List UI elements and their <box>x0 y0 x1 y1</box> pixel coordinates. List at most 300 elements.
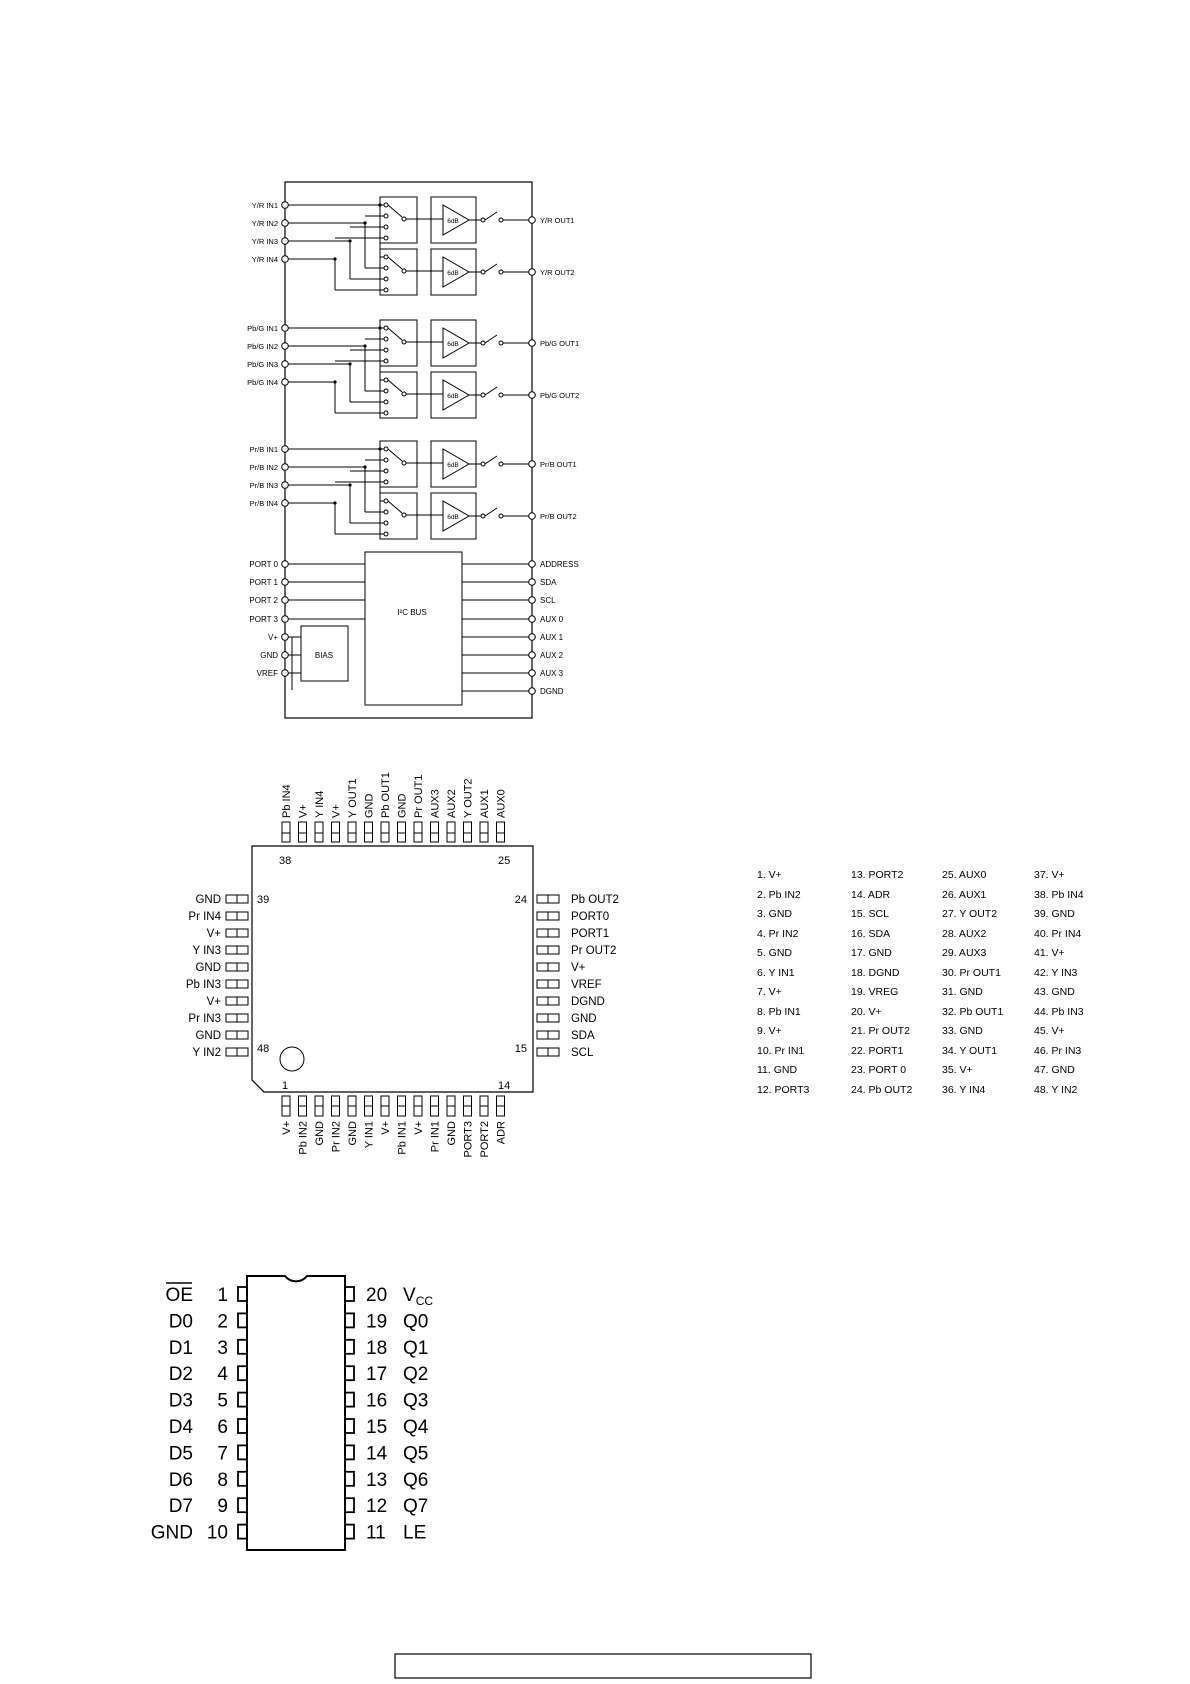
dip-right-pin <box>345 1472 354 1486</box>
left-pin <box>282 670 289 677</box>
input-label: Pb/G IN2 <box>247 342 278 351</box>
left-pin <box>282 597 289 604</box>
amp-gain-label: 6dB <box>447 270 459 277</box>
left-pin-label: PORT 0 <box>249 560 278 569</box>
switch-contact <box>481 462 485 466</box>
junction-dot <box>363 465 366 468</box>
pin-table-entry: 5. GND <box>757 947 793 959</box>
dip-right-pin <box>345 1393 354 1407</box>
dip-pin-name: Q1 <box>403 1337 429 1359</box>
top-pin-label: Y OUT2 <box>462 778 475 818</box>
switch-contact <box>481 270 485 274</box>
pin-table-entry: 32. Pb OUT1 <box>942 1005 1004 1018</box>
input-pin <box>282 500 289 507</box>
right-pin-label: DGND <box>571 996 605 1008</box>
right-pin-label: PORT1 <box>571 928 610 940</box>
dip-pin-number: 18 <box>366 1337 388 1359</box>
input-label: Pb/G IN4 <box>247 378 278 387</box>
pin-table-entry: 23. PORT 0 <box>851 1064 907 1076</box>
dip-right-pin <box>345 1366 354 1380</box>
qfp-package-diagram <box>186 772 619 1157</box>
bottom-pin-label: Y IN1 <box>363 1121 376 1149</box>
pin1-indicator <box>280 1047 304 1071</box>
right-pin-label: Pr OUT2 <box>571 945 617 957</box>
top-pin-label: V+ <box>330 804 343 818</box>
mux-contact <box>402 269 406 273</box>
input-label: Pr/B IN4 <box>249 499 278 508</box>
dip-left-pin <box>238 1498 247 1512</box>
input-label: Y/R IN3 <box>251 237 278 246</box>
input-pin <box>282 464 289 471</box>
mux-contact <box>384 378 388 382</box>
junction-dot <box>333 501 336 504</box>
right-pin-label: AUX 3 <box>540 669 564 678</box>
top-pin-label: AUX0 <box>495 789 508 818</box>
pin-table-entry: 38. Pb IN4 <box>1034 888 1084 901</box>
input-pin <box>282 256 289 263</box>
bottom-pin-label: GND <box>446 1121 458 1146</box>
input-label: Pr/B IN1 <box>249 445 278 454</box>
mux-contact <box>384 359 388 363</box>
dip-right-pin <box>345 1313 354 1327</box>
dip-pin-name: D3 <box>168 1390 193 1412</box>
dip-pin-number: 15 <box>366 1417 388 1438</box>
mux-contact <box>384 288 388 292</box>
mux-contact <box>384 255 388 259</box>
bottom-pin-label: GND <box>314 1121 326 1146</box>
block-diagram <box>247 182 579 718</box>
dip-pin-name: Q5 <box>403 1443 429 1465</box>
output-label: Pr/B OUT1 <box>540 460 577 469</box>
footer-box <box>395 1654 811 1678</box>
top-pin <box>315 822 323 842</box>
bottom-pin-label: Pr IN1 <box>429 1121 442 1153</box>
left-pin-label: GND <box>195 1030 221 1042</box>
pin-table-entry: 2. Pb IN2 <box>757 888 801 901</box>
mux-switch-arm <box>388 328 402 340</box>
input-label: Y/R IN4 <box>251 255 278 264</box>
right-pin <box>529 670 536 677</box>
amp-gain-label: 6dB <box>447 514 459 521</box>
input-label: Pr/B IN3 <box>249 481 278 490</box>
top-pin <box>431 822 439 842</box>
pin-table-entry: 16. SDA <box>851 927 891 940</box>
dip-left-pin <box>238 1419 247 1433</box>
mux-contact <box>384 411 388 415</box>
amp-gain-label: 6dB <box>447 218 459 225</box>
pin-table-entry: 27. Y OUT2 <box>942 908 998 920</box>
bottom-pin-label: Pb IN2 <box>297 1121 310 1155</box>
mux-contact <box>384 389 388 393</box>
right-pin <box>529 652 536 659</box>
mux-contact <box>402 513 406 517</box>
dip-pin-number: 20 <box>366 1285 388 1306</box>
dip-left-pin <box>238 1340 247 1354</box>
top-pin-label: Pb IN4 <box>281 784 293 818</box>
top-pin-label: Y IN4 <box>314 790 326 818</box>
junction-dot <box>348 483 351 486</box>
dip-pin-number: 6 <box>217 1417 228 1438</box>
dip-pin-number: 14 <box>366 1443 388 1465</box>
left-pin-label: PORT 1 <box>249 578 278 587</box>
bottom-pin-label: Pr IN2 <box>330 1121 343 1153</box>
input-pin <box>282 446 289 453</box>
right-pin-label: Pb OUT2 <box>571 894 619 906</box>
bias-label: BIAS <box>314 651 334 660</box>
top-pin <box>497 822 505 842</box>
output-switch-arm <box>485 456 497 464</box>
pin-table-entry: 6. Y IN1 <box>757 966 795 979</box>
mux-contact <box>384 203 388 207</box>
pin-table-entry: 25. AUX0 <box>942 869 987 881</box>
corner-number: 48 <box>257 1043 270 1055</box>
dip-left-pin <box>238 1393 247 1407</box>
dip-right-pin <box>345 1498 354 1512</box>
right-pin <box>529 579 536 586</box>
pin-table-entry: 40. Pr IN4 <box>1034 927 1082 940</box>
right-pin-label: AUX 1 <box>540 633 564 642</box>
switch-contact <box>499 218 503 222</box>
amp-gain-label: 6dB <box>447 462 459 469</box>
output-switch-arm <box>485 264 497 272</box>
mux-contact <box>384 510 388 514</box>
top-pin-label: V+ <box>297 804 310 818</box>
left-pin-label: GND <box>195 894 221 906</box>
pin-table-entry: 26. AUX1 <box>942 888 987 901</box>
dip-left-pin <box>238 1366 247 1380</box>
input-pin <box>282 220 289 227</box>
pin-table-column <box>757 866 809 1100</box>
pin-table-column <box>942 866 1003 1100</box>
left-pin-label: PORT 3 <box>249 615 278 624</box>
dip-right-pin <box>345 1419 354 1433</box>
left-pin <box>282 634 289 641</box>
pin-table-entry: 22. PORT1 <box>851 1044 904 1057</box>
mux-contact <box>402 217 406 221</box>
mux-contact <box>384 277 388 281</box>
output-label: Pb/G OUT1 <box>540 339 580 348</box>
dip-pin-name: Q3 <box>403 1390 429 1412</box>
output-pin <box>529 340 536 347</box>
dip-pin-number: 2 <box>217 1311 228 1333</box>
right-pin-label: PORT0 <box>571 911 610 923</box>
input-label: Pr/B IN2 <box>249 463 278 472</box>
mux-contact <box>384 521 388 525</box>
right-pin <box>529 634 536 641</box>
junction-dot <box>363 344 366 347</box>
dip-pin-number: 4 <box>217 1364 228 1386</box>
input-pin <box>282 379 289 386</box>
dip-pin-name: D5 <box>168 1443 193 1465</box>
qfp-body <box>252 846 533 1092</box>
corner-number: 38 <box>279 855 292 867</box>
top-pin <box>365 822 373 842</box>
switch-contact <box>481 218 485 222</box>
amp-gain-label: 6dB <box>447 393 459 400</box>
dip-left-pin <box>238 1525 247 1539</box>
left-pin-label: V+ <box>206 928 221 940</box>
dip-right-pin <box>345 1340 354 1354</box>
mux-contact <box>384 400 388 404</box>
left-pin-label: Pr IN3 <box>188 1013 221 1025</box>
dip-pin-name: D1 <box>168 1337 193 1359</box>
right-pin-label: AUX 2 <box>540 651 564 660</box>
bottom-pin-label: GND <box>347 1121 359 1146</box>
left-pin-label: Pb IN3 <box>185 979 221 991</box>
dip-right-pin <box>345 1287 354 1301</box>
pin-table-entry: 33. GND <box>942 1025 983 1037</box>
pin-table-entry: 31. GND <box>942 986 983 998</box>
corner-number: 25 <box>498 855 511 867</box>
right-pin-label: ADDRESS <box>540 560 579 569</box>
input-pin <box>282 202 289 209</box>
switch-contact <box>499 270 503 274</box>
top-pin-label: Pr OUT1 <box>413 774 425 818</box>
top-pin <box>332 822 340 842</box>
left-pin <box>282 652 289 659</box>
dip-pin-subscript: CC <box>415 1294 434 1308</box>
mux-contact <box>384 236 388 240</box>
left-pin-label: GND <box>260 651 278 660</box>
top-pin <box>348 822 356 842</box>
right-pin-label: DGND <box>540 687 564 696</box>
pin-table-entry: 11. GND <box>757 1064 798 1076</box>
bottom-pin-label: V+ <box>380 1121 392 1135</box>
mux-contact <box>384 532 388 536</box>
pin-table-entry: 46. Pr IN3 <box>1034 1044 1082 1057</box>
top-pin-label: GND <box>396 793 409 818</box>
left-pin <box>282 561 289 568</box>
dip-left-pin <box>238 1445 247 1459</box>
right-pin-label: AUX 0 <box>540 615 564 624</box>
top-pin <box>381 822 389 842</box>
pin-table-entry: 43. GND <box>1034 986 1075 998</box>
right-pin-label: SCL <box>571 1047 594 1059</box>
left-pin-label: Pr IN4 <box>188 911 221 923</box>
dip-pin-number: 9 <box>217 1496 228 1518</box>
output-pin <box>529 461 536 468</box>
top-pin <box>414 822 422 842</box>
pin-table-entry: 28. AUX2 <box>942 927 987 940</box>
dip-pin-name: LE <box>403 1522 427 1544</box>
output-switch-arm <box>485 335 497 343</box>
mux-contact <box>402 340 406 344</box>
mux-contact <box>384 480 388 484</box>
left-pin-label: PORT 2 <box>249 596 278 605</box>
mux-contact <box>384 225 388 229</box>
output-pin <box>529 513 536 520</box>
top-pin-label: Y OUT1 <box>347 778 359 818</box>
top-pin <box>464 822 472 842</box>
pin-table-entry: 42. Y IN3 <box>1034 966 1078 979</box>
pin-table-entry: 21. Pr OUT2 <box>851 1025 910 1037</box>
top-pin <box>282 822 290 842</box>
right-pin-label: GND <box>571 1013 597 1025</box>
bottom-pin-label: PORT2 <box>479 1121 491 1158</box>
input-label: Y/R IN2 <box>251 219 278 228</box>
input-label: Pb/G IN3 <box>247 360 278 369</box>
output-label: Y/R OUT1 <box>540 216 575 225</box>
dip-right-pin <box>345 1445 354 1459</box>
input-label: Y/R IN1 <box>251 201 278 210</box>
top-pin-label: AUX1 <box>479 789 491 818</box>
mux-switch-arm <box>388 501 402 513</box>
mux-switch-arm <box>388 449 402 461</box>
pin-table-entry: 3. GND <box>757 908 793 920</box>
dip-pin-name: GND <box>150 1522 193 1544</box>
dip-pin-name: D7 <box>168 1496 193 1518</box>
pin-table-entry: 17. GND <box>851 947 892 959</box>
mux-contact <box>384 337 388 341</box>
pin-table-entry: 8. Pb IN1 <box>757 1005 801 1018</box>
top-pin-label: AUX3 <box>429 789 442 818</box>
output-label: Pb/G OUT2 <box>540 391 580 400</box>
dip-pin-number: 7 <box>217 1443 228 1465</box>
left-pin-label: Y IN2 <box>192 1047 221 1059</box>
switch-contact <box>481 514 485 518</box>
i2c-bus-box <box>365 552 462 705</box>
right-pin <box>529 616 536 623</box>
mux-contact <box>384 499 388 503</box>
input-label: Pb/G IN1 <box>247 324 278 333</box>
pin-table-entry: 4. Pr IN2 <box>757 927 799 940</box>
dip-pin-name: Q0 <box>403 1311 429 1333</box>
input-pin <box>282 325 289 332</box>
pin-table-entry: 30. Pr OUT1 <box>942 966 1001 979</box>
pin-table-entry: 13. PORT2 <box>851 869 904 881</box>
pin-table-entry: 35. V+ <box>942 1064 973 1076</box>
junction-dot <box>363 221 366 224</box>
pin-table-column <box>851 866 912 1100</box>
mux-contact <box>384 447 388 451</box>
bottom-pin-label: V+ <box>413 1121 425 1135</box>
bottom-pin-label: ADR <box>495 1121 508 1145</box>
pin-table-entry: 34. Y OUT1 <box>942 1044 998 1057</box>
output-switch-arm <box>485 508 497 516</box>
dip-pin-name: D4 <box>168 1417 193 1438</box>
dip-body <box>247 1276 345 1550</box>
left-pin <box>282 616 289 623</box>
left-pin <box>282 579 289 586</box>
top-pin <box>398 822 406 842</box>
dip-pin-name: $V_{CC}$ <box>403 1285 434 1308</box>
dip-pin-number: 12 <box>366 1496 388 1518</box>
mux-contact <box>384 266 388 270</box>
pin-table-entry: 9. V+ <box>757 1025 782 1037</box>
mux-contact <box>384 458 388 462</box>
mux-contact <box>384 348 388 352</box>
mux-contact <box>384 326 388 330</box>
pin-table-entry: 10. Pr IN1 <box>757 1044 805 1057</box>
dip-pin-number: 1 <box>217 1285 228 1306</box>
top-pin-label: Pb OUT1 <box>380 772 392 818</box>
right-pin-label: V+ <box>571 962 586 974</box>
dip-pin-number: 17 <box>366 1364 388 1386</box>
switch-contact <box>499 514 503 518</box>
switch-contact <box>481 393 485 397</box>
dip-pin-number: 13 <box>366 1469 388 1491</box>
top-pin <box>480 822 488 842</box>
output-label: Y/R OUT2 <box>540 268 575 277</box>
output-switch-arm <box>485 387 497 395</box>
switch-contact <box>481 341 485 345</box>
mux-contact <box>402 392 406 396</box>
output-label: Pr/B OUT2 <box>540 512 577 521</box>
dip-pin-name: Q4 <box>403 1417 429 1438</box>
mux-contact <box>384 469 388 473</box>
switch-contact <box>499 462 503 466</box>
dip-pin-number: 16 <box>366 1390 388 1412</box>
switch-contact <box>499 341 503 345</box>
corner-number: 24 <box>514 894 527 906</box>
mux-contact <box>384 214 388 218</box>
pin-table-entry: 18. DGND <box>851 966 900 979</box>
pin-table-column <box>1034 866 1084 1100</box>
pin-table-entry: 19. VREG <box>851 986 899 998</box>
dip-left-pin <box>238 1472 247 1486</box>
bottom-pin-label: Pb IN1 <box>396 1121 409 1155</box>
pin-table-entry: 48. Y IN2 <box>1034 1083 1078 1096</box>
mux-switch-arm <box>388 205 402 217</box>
i2c-bus-label: I²C BUS <box>397 608 427 617</box>
mux-switch-arm <box>388 380 402 392</box>
pin-table-entry: 41. V+ <box>1034 947 1065 959</box>
bottom-pin-label: PORT3 <box>462 1121 475 1158</box>
right-pin <box>529 561 536 568</box>
junction-dot <box>348 239 351 242</box>
corner-number: 14 <box>498 1080 511 1092</box>
dip-pin-number: 8 <box>217 1469 228 1491</box>
top-pin <box>299 822 307 842</box>
dip-pin-name: D2 <box>168 1364 193 1386</box>
dip-pin-name: D6 <box>168 1469 193 1491</box>
bottom-pin-label: V+ <box>281 1121 293 1135</box>
right-pin <box>529 688 536 695</box>
left-pin-label: VREF <box>256 669 278 678</box>
dip-right-pin <box>345 1525 354 1539</box>
input-pin <box>282 343 289 350</box>
pin-table-entry: 7. V+ <box>757 986 782 998</box>
dip-pin-name: Q6 <box>403 1469 429 1491</box>
input-pin <box>282 238 289 245</box>
top-pin-label: AUX2 <box>446 789 458 818</box>
dip-pin-number: 11 <box>366 1522 386 1544</box>
left-pin-label: Y IN3 <box>192 945 221 957</box>
pin-table-entry: 37. V+ <box>1034 869 1065 881</box>
chip-outline <box>285 182 532 718</box>
dip-pin-number: 3 <box>217 1337 228 1359</box>
dip-pin-name: D0 <box>168 1311 193 1333</box>
left-pin-label: GND <box>195 962 221 974</box>
pin-table-entry: 20. V+ <box>851 1005 882 1018</box>
switch-contact <box>499 393 503 397</box>
junction-dot <box>348 362 351 365</box>
pin-table-entry: 45. V+ <box>1034 1025 1065 1037</box>
dip-pin-name: OE <box>165 1285 193 1306</box>
output-pin <box>529 392 536 399</box>
dip-pin-number: 10 <box>206 1522 228 1544</box>
left-pin-label: V+ <box>206 996 221 1008</box>
right-pin-label: VREF <box>571 979 602 991</box>
mux-contact <box>402 461 406 465</box>
mux-switch-arm <box>388 257 402 269</box>
pin-table-entry: 44. Pb IN3 <box>1034 1005 1084 1018</box>
dip-pin-number: 19 <box>366 1311 388 1333</box>
pin-table-entry: 24. Pb OUT2 <box>851 1083 913 1096</box>
pin-table-entry: 47. GND <box>1034 1064 1075 1076</box>
dip-left-pin <box>238 1313 247 1327</box>
right-pin-label: SCL <box>540 596 556 605</box>
